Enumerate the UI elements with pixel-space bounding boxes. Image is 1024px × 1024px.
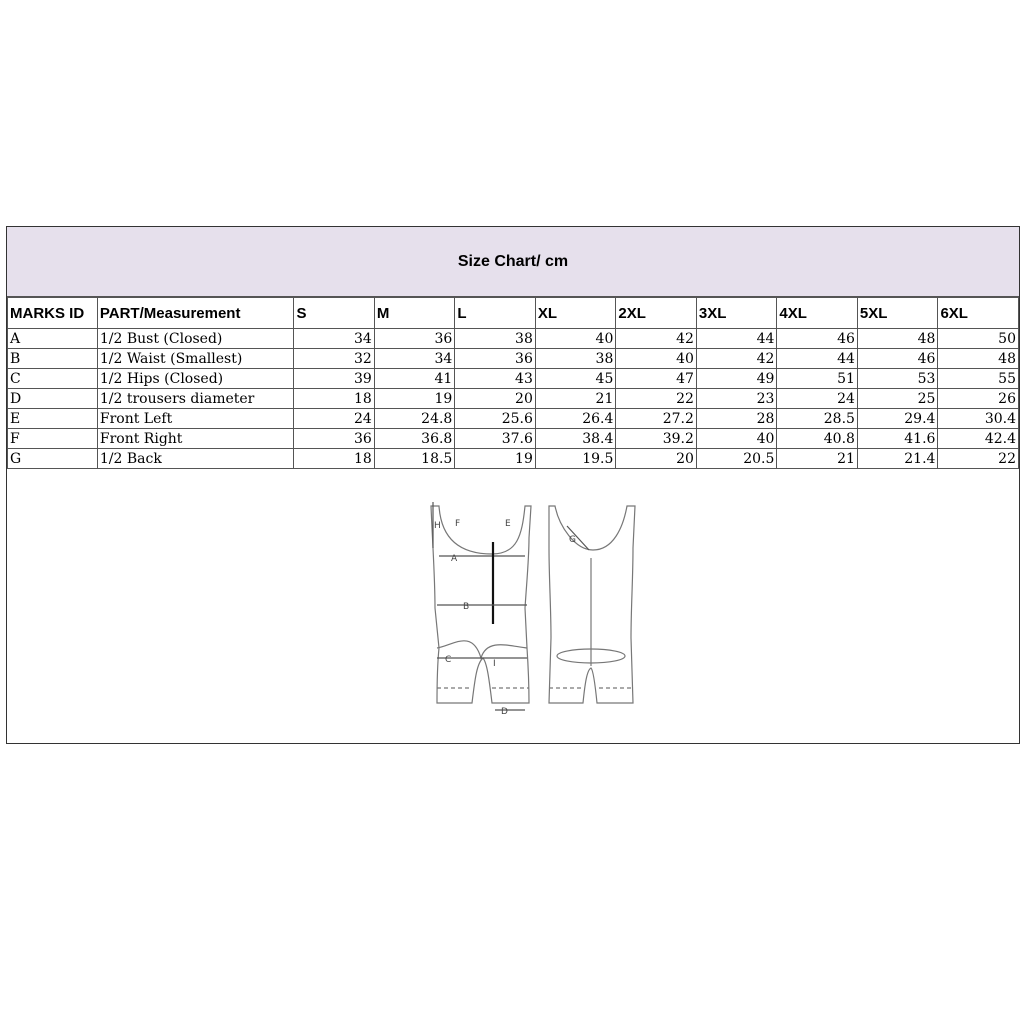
header-size-4xl: 4XL [777, 298, 858, 329]
value-cell: 24.8 [374, 409, 455, 429]
value-cell: 19.5 [535, 449, 616, 469]
header-part: PART/Measurement [97, 298, 294, 329]
value-cell: 19 [455, 449, 536, 469]
value-cell: 38 [535, 349, 616, 369]
label-c: C [445, 655, 452, 665]
part-cell: 1/2 trousers diameter [97, 389, 294, 409]
table-row [8, 429, 1019, 449]
value-cell: 45 [535, 369, 616, 389]
value-cell: 38 [455, 329, 536, 349]
header-size-6xl: 6XL [938, 298, 1019, 329]
part-cell: 1/2 Hips (Closed) [97, 369, 294, 389]
header-size-2xl: 2XL [616, 298, 697, 329]
measurement-diagram [7, 470, 1019, 743]
marks-id-cell: F [8, 429, 98, 449]
value-cell: 39.2 [616, 429, 697, 449]
value-cell: 44 [696, 329, 777, 349]
value-cell: 36.8 [374, 429, 455, 449]
table-row [8, 449, 1019, 469]
value-cell: 26 [938, 389, 1019, 409]
header-size-m: M [374, 298, 455, 329]
value-cell: 42 [696, 349, 777, 369]
value-cell: 36 [294, 429, 374, 449]
value-cell: 36 [455, 349, 536, 369]
label-h: H [434, 521, 441, 531]
value-cell: 22 [616, 389, 697, 409]
measurement-arrows [433, 502, 589, 710]
part-cell: Front Left [97, 409, 294, 429]
value-cell: 39 [294, 369, 374, 389]
header-size-5xl: 5XL [857, 298, 938, 329]
marks-id-cell: C [8, 369, 98, 389]
value-cell: 20 [455, 389, 536, 409]
header-size-s: S [294, 298, 374, 329]
value-cell: 41.6 [857, 429, 938, 449]
part-cell: 1/2 Bust (Closed) [97, 329, 294, 349]
header-size-l: L [455, 298, 536, 329]
value-cell: 34 [374, 349, 455, 369]
value-cell: 18.5 [374, 449, 455, 469]
measurement-labels [434, 519, 576, 717]
value-cell: 53 [857, 369, 938, 389]
value-cell: 23 [696, 389, 777, 409]
marks-id-cell: G [8, 449, 98, 469]
value-cell: 42 [616, 329, 697, 349]
table-row [8, 369, 1019, 389]
label-g: G [569, 535, 576, 545]
table-row [8, 409, 1019, 429]
value-cell: 48 [857, 329, 938, 349]
value-cell: 24 [294, 409, 374, 429]
value-cell: 24 [777, 389, 858, 409]
value-cell: 32 [294, 349, 374, 369]
label-f: F [455, 519, 461, 529]
value-cell: 40.8 [777, 429, 858, 449]
marks-id-cell: A [8, 329, 98, 349]
value-cell: 49 [696, 369, 777, 389]
header-size-xl: XL [535, 298, 616, 329]
value-cell: 46 [857, 349, 938, 369]
value-cell: 55 [938, 369, 1019, 389]
part-cell: 1/2 Back [97, 449, 294, 469]
value-cell: 21 [777, 449, 858, 469]
value-cell: 44 [777, 349, 858, 369]
value-cell: 43 [455, 369, 536, 389]
table-row [8, 389, 1019, 409]
value-cell: 20 [616, 449, 697, 469]
header-size-3xl: 3XL [696, 298, 777, 329]
table-body [8, 329, 1019, 469]
value-cell: 18 [294, 449, 374, 469]
label-e: E [505, 519, 511, 529]
value-cell: 47 [616, 369, 697, 389]
value-cell: 46 [777, 329, 858, 349]
value-cell: 22 [938, 449, 1019, 469]
value-cell: 51 [777, 369, 858, 389]
value-cell: 38.4 [535, 429, 616, 449]
value-cell: 40 [616, 349, 697, 369]
size-table [7, 297, 1019, 469]
value-cell: 26.4 [535, 409, 616, 429]
label-d: D [501, 707, 508, 717]
part-cell: Front Right [97, 429, 294, 449]
value-cell: 40 [696, 429, 777, 449]
header-marks-id: MARKS ID [8, 298, 98, 329]
table-row [8, 349, 1019, 369]
value-cell: 27.2 [616, 409, 697, 429]
value-cell: 21.4 [857, 449, 938, 469]
header-row [8, 298, 1019, 329]
marks-id-cell: D [8, 389, 98, 409]
chart-title: Size Chart/ cm [457, 252, 569, 270]
part-cell: 1/2 Waist (Smallest) [97, 349, 294, 369]
value-cell: 50 [938, 329, 1019, 349]
label-i: I [493, 659, 496, 669]
value-cell: 29.4 [857, 409, 938, 429]
value-cell: 37.6 [455, 429, 536, 449]
value-cell: 28.5 [777, 409, 858, 429]
marks-id-cell: B [8, 349, 98, 369]
value-cell: 25 [857, 389, 938, 409]
label-a: A [451, 554, 458, 564]
garment-illustration [417, 498, 657, 723]
value-cell: 40 [535, 329, 616, 349]
table-row [8, 329, 1019, 349]
size-chart-sheet [6, 226, 1020, 744]
title-band [7, 227, 1019, 297]
value-cell: 20.5 [696, 449, 777, 469]
value-cell: 30.4 [938, 409, 1019, 429]
value-cell: 28 [696, 409, 777, 429]
marks-id-cell: E [8, 409, 98, 429]
value-cell: 48 [938, 349, 1019, 369]
value-cell: 25.6 [455, 409, 536, 429]
value-cell: 21 [535, 389, 616, 409]
value-cell: 19 [374, 389, 455, 409]
value-cell: 41 [374, 369, 455, 389]
value-cell: 34 [294, 329, 374, 349]
value-cell: 42.4 [938, 429, 1019, 449]
value-cell: 36 [374, 329, 455, 349]
value-cell: 18 [294, 389, 374, 409]
label-b: B [463, 602, 470, 612]
back-view [549, 506, 635, 703]
